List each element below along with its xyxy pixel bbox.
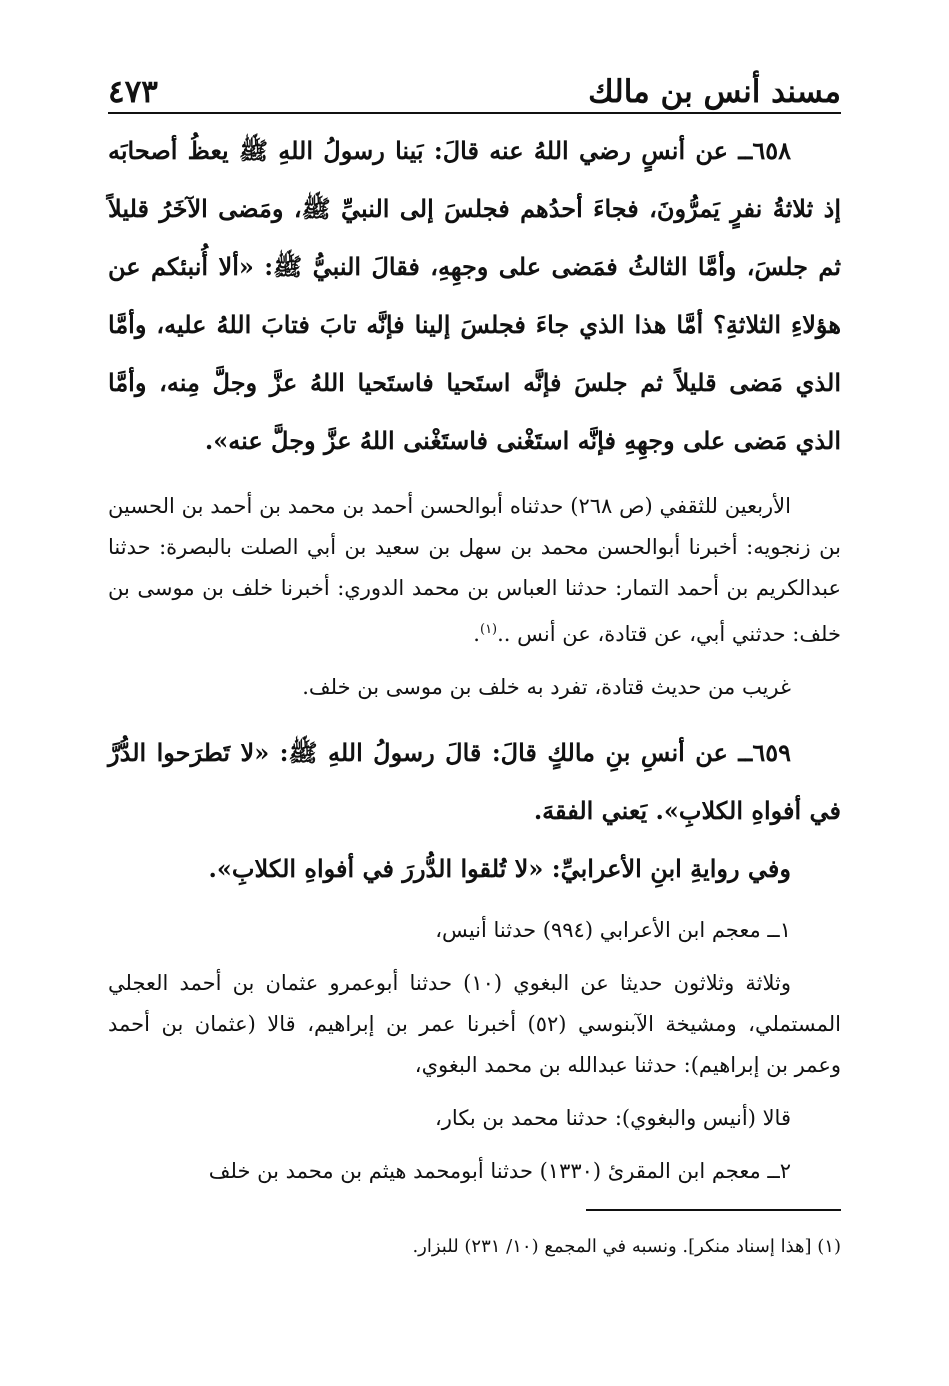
source-658: الأربعين للثقفي (ص ٢٦٨) حدثناه أبوالحسن أحمد بن محمد بن أحمد بن الحسين بن زنجويه: أخبرنا أبوالحسن محمد بن سهل بن سعيد بن أبي الصلت بالبصرة: حدثنا عبدالكريم بن أحمد التمار: حدثنا العباس بن محمد الدوري: أخبرنا خلف بن موسى بن خلف: حدثني أبي، عن قتادة، عن أنس ..$^{(١)}$. xyxy=(108,494,841,646)
variant-659: وفي روايةِ ابنِ الأعرابيِّ: «لا تُلقوا الدُّررَ في أفواهِ الكلابِ». xyxy=(208,854,791,883)
footnote-1: (١) [هذا إسناد منكر]. ونسبه في المجمع (١٠/ ٢٣١) للبزار. xyxy=(412,1236,841,1257)
source-659-3: قالا (أنيس والبغوي): حدثنا محمد بن بكار، xyxy=(435,1106,791,1130)
hadith-658: ٦٥٨ــ عن أنسٍ رضي اللهُ عنه قالَ: بَينا رسولُ اللهِ ﷺ يعظُ أصحابَه إذ ثلاثةُ نفرٍ يَمرُّونَ، فجاءَ أحدُهم فجلسَ إلى النبيِّ ﷺ، ومَضى الآخَرُ قليلاً ثم جلسَ، وأمَّا الثالثُ فمَضى على وجهِهِ، فقالَ النبيُّ ﷺ: «ألا أُنبئكم عن هؤلاءِ الثلاثةِ؟ أمَّا هذا الذي جاءَ فجلسَ إلينا فإنَّه تابَ فتابَ اللهُ عليه، وأمَّا الذي مَضى قليلاً ثم جلسَ فإنَّه استَحيا فاستَحيا اللهُ عزَّ وجلَّ مِنه، وأمَّا الذي مَضى على وجهِهِ فإنَّه استَغْنى فاستَغْنى اللهُ عزَّ وجلَّ عنه». xyxy=(108,136,841,455)
footnote-rule xyxy=(586,1209,841,1211)
page-number: ٤٧٣ xyxy=(108,74,158,110)
source-658-text: الأربعين للثقفي (ص ٢٦٨) حدثناه أبوالحسن أحمد بن محمد بن أحمد بن الحسين بن زنجويه: أخبرنا أبوالحسن محمد بن سهل بن سعيد بن أبي الصلت بالبصرة: حدثنا عبدالكريم بن أحمد التمار: حدثنا العباس بن محمد الدوري: أخبرنا خلف بن موسى بن خلف: حدثني أبي، عن قتادة، عن أنس .. xyxy=(108,494,841,646)
running-title: مسند أنس بن مالك xyxy=(588,74,841,110)
main-text xyxy=(108,122,841,1192)
source-659-2: وثلاثة وثلاثون حديثا عن البغوي (١٠) حدثنا أبوعمرو عثمان بن أحمد العجلي المستملي، ومشيخة الآبنوسي (٥٢) أخبرنا عمر بن إبراهيم، قالا (عثمان بن أحمد وعمر بن إبراهيم): حدثنا عبدالله بن محمد البغوي، xyxy=(108,971,841,1077)
page-header xyxy=(108,70,841,110)
footnote-ref-1: (١) xyxy=(479,622,498,637)
source-659-4: ٢ــ معجم ابن المقرئ (١٣٣٠) حدثنا أبومحمد هيثم بن محمد بن خلف xyxy=(208,1159,791,1183)
hadith-659: ٦٥٩ــ عن أنسِ بنِ مالكٍ قالَ: قالَ رسولُ اللهِ ﷺ: «لا تَطرَحوا الدُّرَّ في أفواهِ الكلابِ». يَعني الفقهَ. xyxy=(108,738,841,825)
source-659-1: ١ــ معجم ابن الأعرابي (٩٩٤) حدثنا أنيس، xyxy=(435,918,791,942)
header-rule xyxy=(108,112,841,114)
comment-658: غريب من حديث قتادة، تفرد به خلف بن موسى بن خلف. xyxy=(302,675,791,699)
